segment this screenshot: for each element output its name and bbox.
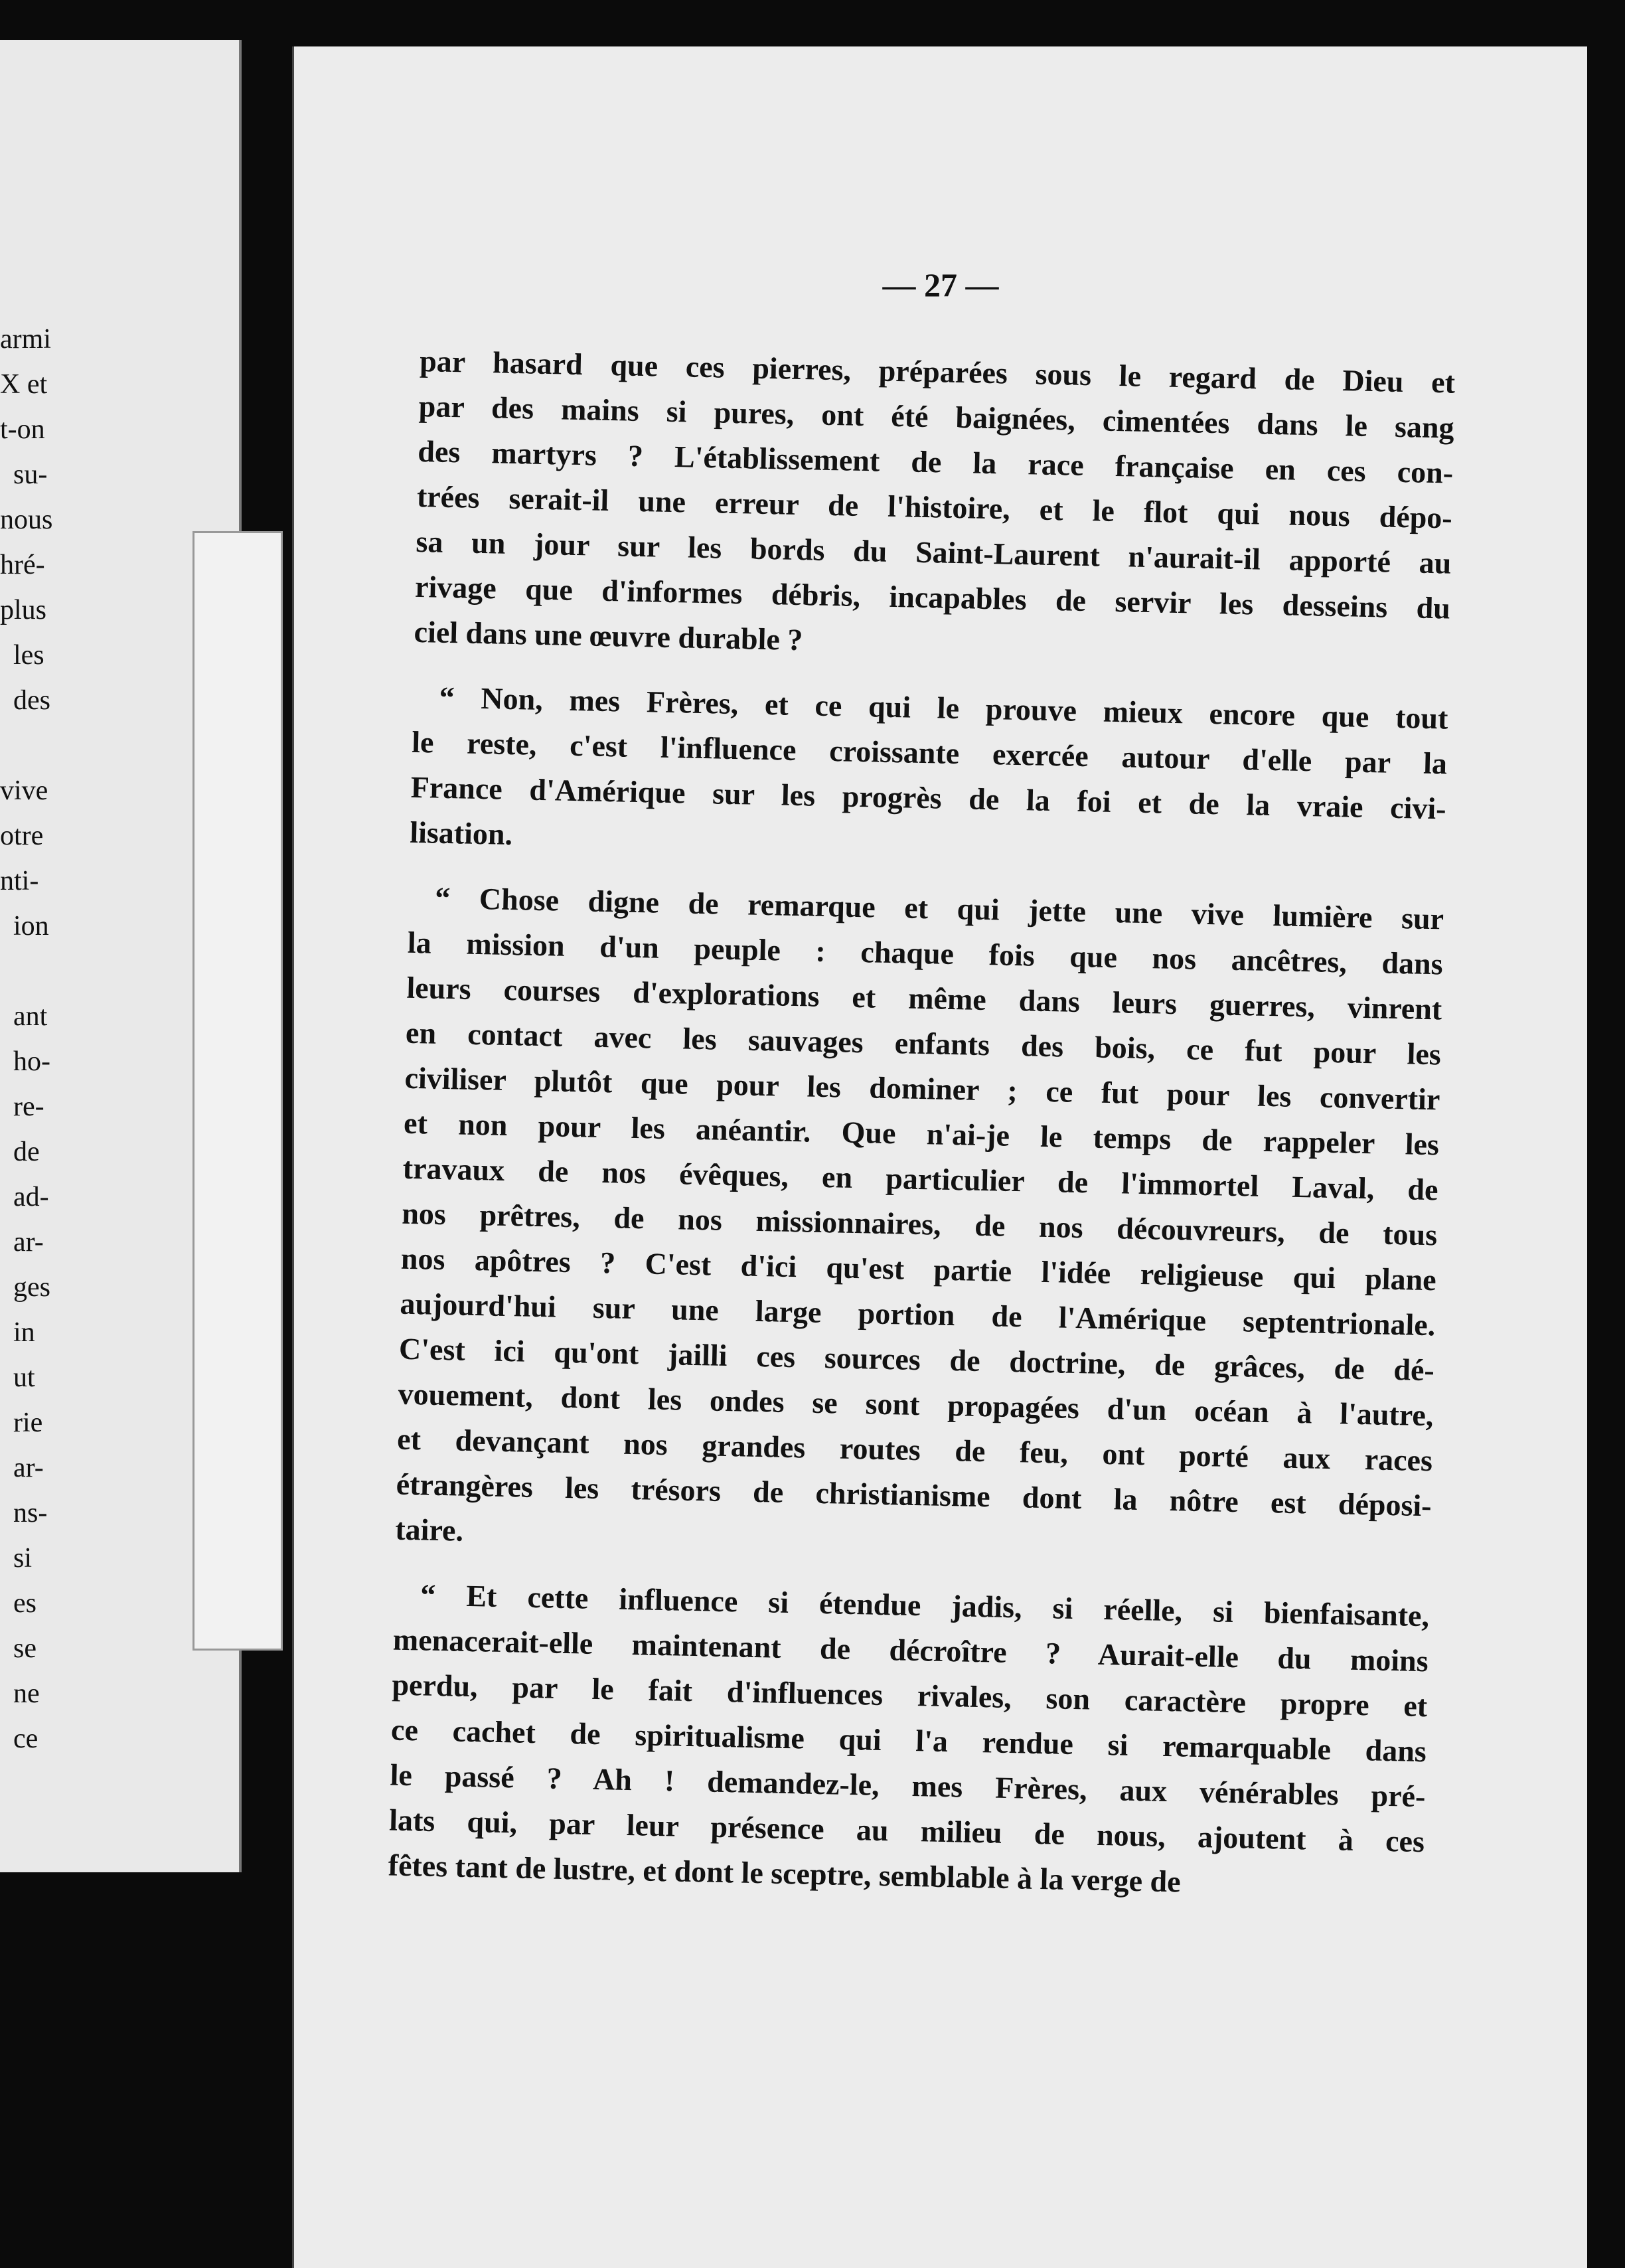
text-line: “ Chose digne de remarque et qui jette une vive lumière sur <box>434 880 1444 936</box>
text-line: par des mains si pures, ont été baignées, cimentées dans le sang <box>418 388 1455 445</box>
left-fragment: ad- <box>13 1182 49 1212</box>
text-line: C'est ici qu'ont jailli ces sources de doctrine, de grâces, de dé- <box>398 1331 1435 1388</box>
left-fragment: rie <box>13 1408 43 1438</box>
left-fragment: ant <box>13 1001 48 1032</box>
text-line: fêtes tant de lustre, et dont le sceptre, semblable à la verge de <box>388 1848 1182 1899</box>
left-fragment: es <box>13 1588 37 1619</box>
text-line: “ Non, mes Frères, et ce qui le prouve mieux encore que tout <box>439 680 1448 736</box>
left-fragment: des <box>13 685 50 716</box>
left-fragment: si <box>13 1543 33 1574</box>
text-line: des martyrs ? L'établissement de la race française en ces con- <box>417 434 1454 490</box>
left-fragment: ar- <box>13 1453 44 1483</box>
left-fragment: ut <box>13 1362 35 1393</box>
text-line: le passé ? Ah ! demandez-le, mes Frères, aux vénérables pré- <box>390 1757 1426 1814</box>
text-line: France d'Amérique sur les progrès de la foi et de la vraie civi- <box>410 770 1447 826</box>
text-line: rivage que d'informes débris, incapables de servir les desseins du <box>414 569 1451 625</box>
text-line: sa un jour sur les bords du Saint-Laurent n'aurait-il apporté au <box>416 524 1452 580</box>
left-fragment: t-on <box>0 414 45 445</box>
text-line: menacerait-elle maintenant de décroître ? Aurait-elle du moins <box>392 1622 1429 1678</box>
text-line: nos prêtres, de nos missionnaires, de nos découvreurs, de tous <box>401 1196 1438 1252</box>
paragraph <box>395 875 1444 1574</box>
paragraph <box>388 1572 1430 1910</box>
left-fragment: ion <box>13 911 49 941</box>
text-line: vouement, dont les ondes se sont propagées d'un océan à l'autre, <box>398 1376 1434 1433</box>
text-line: taire. <box>394 1512 464 1548</box>
text-line: trées serait-il une erreur de l'histoire, et le flot qui nous dépo- <box>416 479 1453 535</box>
text-line: et non pour les anéantir. Que n'ai-je le temps de rappeler les <box>403 1105 1440 1162</box>
left-fragment: vive <box>0 775 48 806</box>
text-line: aujourd'hui sur une large portion de l'Amérique septentrionale. <box>400 1286 1436 1342</box>
left-fragment: de <box>13 1137 40 1167</box>
text-line: et devançant nos grandes routes de feu, ont porté aux races <box>396 1421 1433 1478</box>
left-fragment: les <box>13 640 44 671</box>
text-line: le reste, c'est l'influence croissante exercée autour d'elle par la <box>411 724 1448 781</box>
left-fragment: hré- <box>0 550 45 580</box>
text-line: ce cachet de spiritualisme qui l'a rendue si remarquable dans <box>390 1712 1427 1769</box>
left-fragment: nti- <box>0 866 39 896</box>
text-line: travaux de nos évêques, en particulier de l'immortel Laval, de <box>402 1151 1439 1207</box>
left-fragment: ns- <box>13 1498 48 1528</box>
paragraph <box>414 339 1456 677</box>
text-line: lats qui, par leur présence au milieu de nous, ajoutent à ces <box>388 1803 1425 1859</box>
text-line: en contact avec les sauvages enfants des bois, ce fut pour les <box>405 1015 1442 1072</box>
page-number: — 27 — <box>882 266 999 303</box>
body-text <box>387 339 1455 1929</box>
text-line: “ Et cette influence si étendue jadis, si réelle, si bienfaisante, <box>420 1578 1430 1633</box>
page-divider-tab <box>193 531 283 1651</box>
text-line: perdu, par le fait d'influences rivales, son caractère propre et <box>392 1667 1428 1724</box>
left-fragment: su- <box>13 459 48 490</box>
text-line: la mission d'un peuple : chaque fois que nos ancêtres, dans <box>407 925 1444 981</box>
left-fragment: ce <box>13 1724 39 1754</box>
text-line: ciel dans une œuvre durable ? <box>414 614 803 657</box>
left-fragment: armi <box>0 324 51 355</box>
text-line: nos apôtres ? C'est d'ici qu'est partie l'idée religieuse qui plane <box>400 1241 1437 1297</box>
left-fragment: ar- <box>13 1227 44 1257</box>
text-line: par hasard que ces pierres, préparées sous le regard de Dieu et <box>419 343 1456 400</box>
left-fragment: otre <box>0 821 44 851</box>
left-fragment: re- <box>13 1092 44 1122</box>
left-fragment: nous <box>0 505 53 535</box>
text-line: civiliser plutôt que pour les dominer ; ce fut pour les convertir <box>404 1060 1440 1117</box>
left-fragment: in <box>13 1317 35 1348</box>
text-line: étrangères les trésors de christianisme dont la nôtre est déposi- <box>396 1467 1432 1523</box>
left-fragment: plus <box>0 595 47 625</box>
left-fragment: ne <box>13 1678 40 1709</box>
paragraph <box>410 675 1448 877</box>
left-fragment: se <box>13 1633 37 1664</box>
text-line: lisation. <box>409 815 513 852</box>
left-fragment: ho- <box>13 1046 50 1077</box>
book-page <box>292 46 1587 2268</box>
left-fragment: ges <box>13 1272 50 1303</box>
left-fragment: X et <box>0 369 48 400</box>
text-line: leurs courses d'explorations et même dans leurs guerres, vinrent <box>406 970 1442 1026</box>
